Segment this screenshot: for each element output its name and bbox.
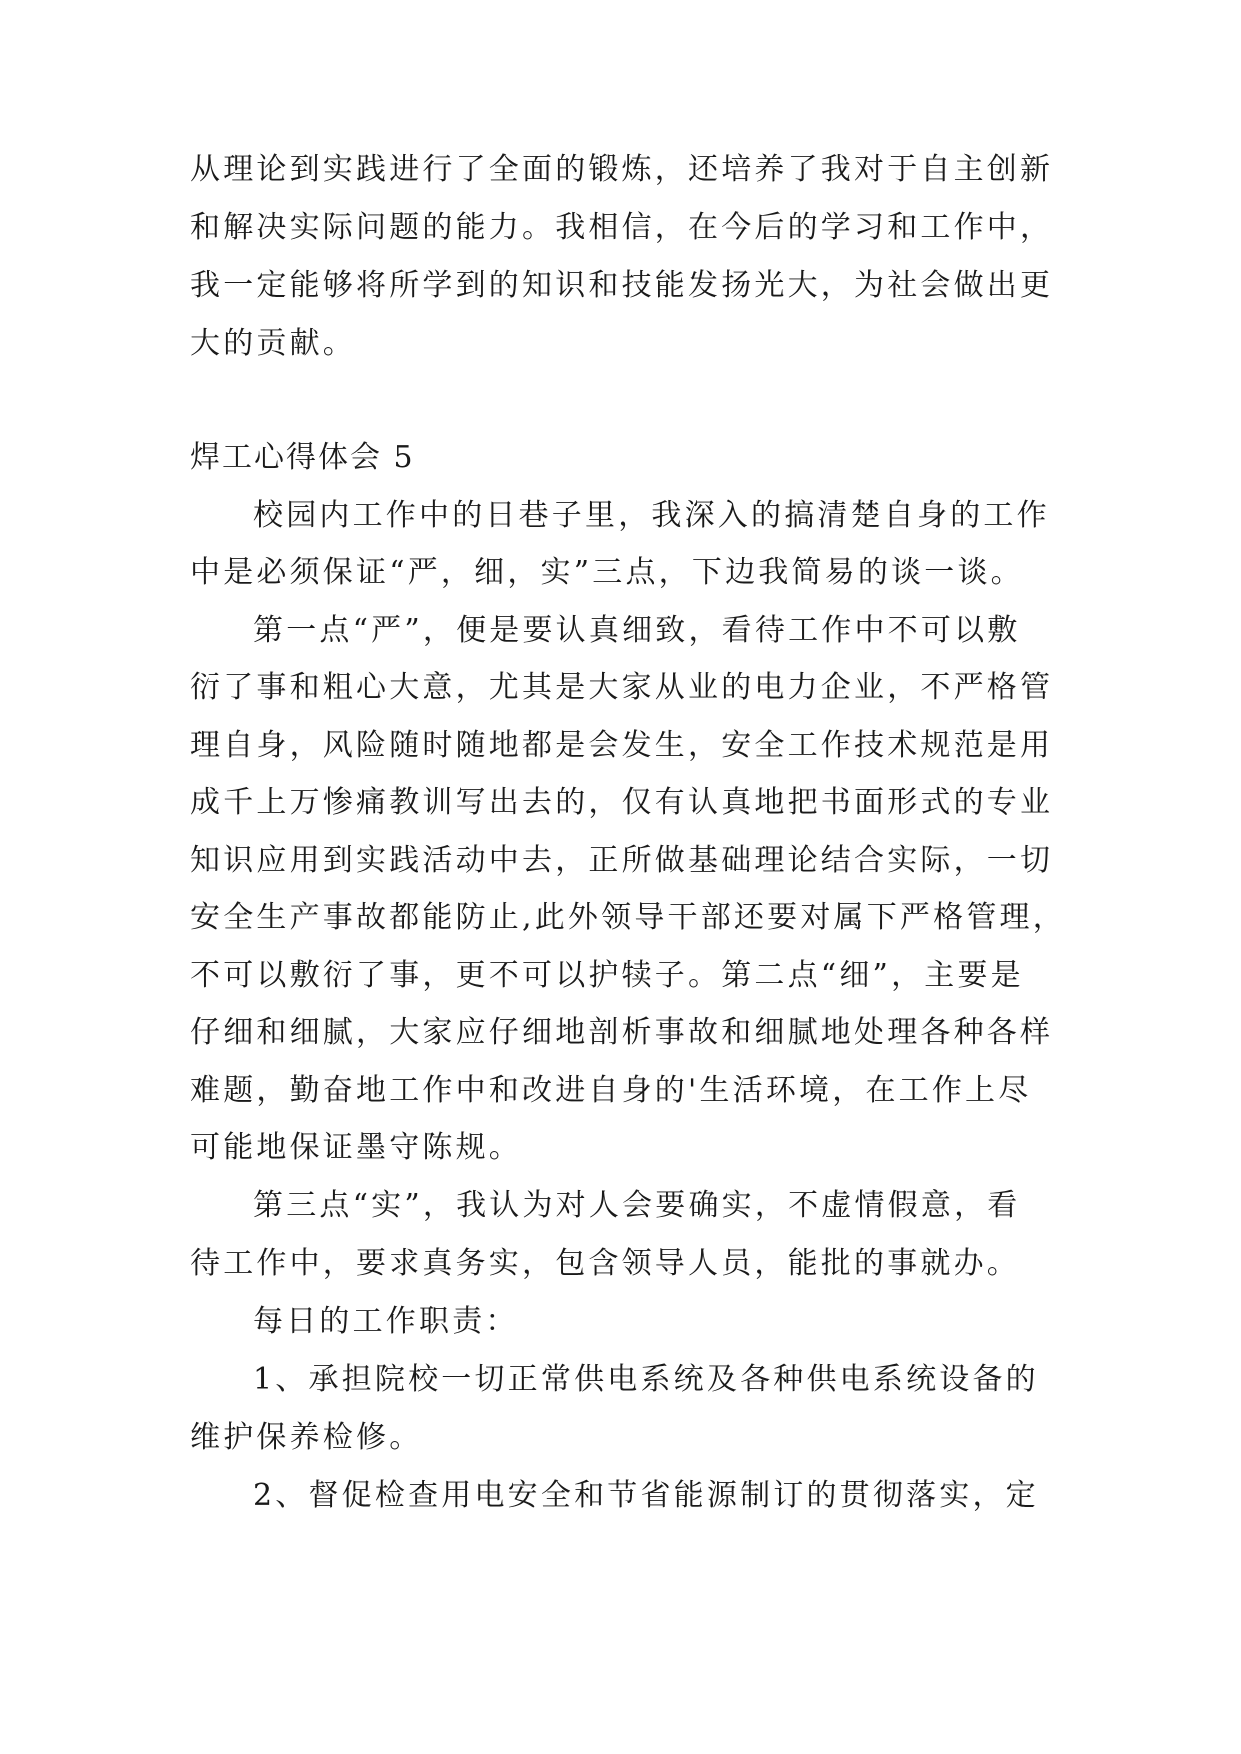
- text-line: 大的贡献。: [190, 326, 356, 361]
- text-line: 可能地保证墨守陈规。: [190, 1130, 522, 1165]
- text-line: 维护保养检修。: [190, 1420, 423, 1455]
- text-line: 待工作中，要求真务实，包含领导人员，能批的事就办。: [190, 1246, 1020, 1281]
- text-line: 从理论到实践进行了全面的锻炼，还培养了我对于自主创新: [190, 152, 1054, 187]
- text-line: 理自身，风险随时随地都是会发生，安全工作技术规范是用: [190, 728, 1054, 763]
- text-line: 衍了事和粗心大意，尤其是大家从业的电力企业，不严格管: [190, 670, 1054, 705]
- text-line: 2、督促检查用电安全和节省能源制订的贯彻落实，定: [253, 1478, 1039, 1513]
- text-line: 中是必须保证“严，细，实”三点，下边我简易的谈一谈。: [190, 555, 1024, 590]
- text-line: 仔细和细腻，大家应仔细地剖析事故和细腻地处理各种各样: [190, 1015, 1054, 1050]
- text-line: 安全生产事故都能防止,此外领导干部还要对属下严格管理，: [190, 900, 1066, 935]
- text-line: 每日的工作职责：: [253, 1304, 519, 1339]
- text-line: 不可以敷衍了事，更不可以护犊子。第二点“细”，主要是: [190, 958, 1024, 993]
- text-line: 和解决实际问题的能力。我相信，在今后的学习和工作中，: [190, 210, 1054, 245]
- text-line: 成千上万惨痛教训写出去的，仅有认真地把书面形式的专业: [190, 785, 1054, 820]
- text-line: 第三点“实”，我认为对人会要确实，不虚情假意，看: [253, 1188, 1021, 1223]
- text-line: 第一点“严”，便是要认真细致，看待工作中不可以敷: [253, 613, 1021, 648]
- text-line: 知识应用到实践活动中去，正所做基础理论结合实际，一切: [190, 843, 1054, 878]
- text-line: 校园内工作中的日巷子里，我深入的搞清楚自身的工作: [253, 498, 1050, 533]
- text-line: 难题，勤奋地工作中和改进自身的'生活环境，在工作上尽: [190, 1073, 1032, 1108]
- text-line: 1、承担院校一切正常供电系统及各种供电系统设备的: [253, 1362, 1039, 1397]
- text-line: 我一定能够将所学到的知识和技能发扬光大，为社会做出更: [190, 268, 1054, 303]
- section-title: 焊工心得体会 5: [190, 440, 415, 475]
